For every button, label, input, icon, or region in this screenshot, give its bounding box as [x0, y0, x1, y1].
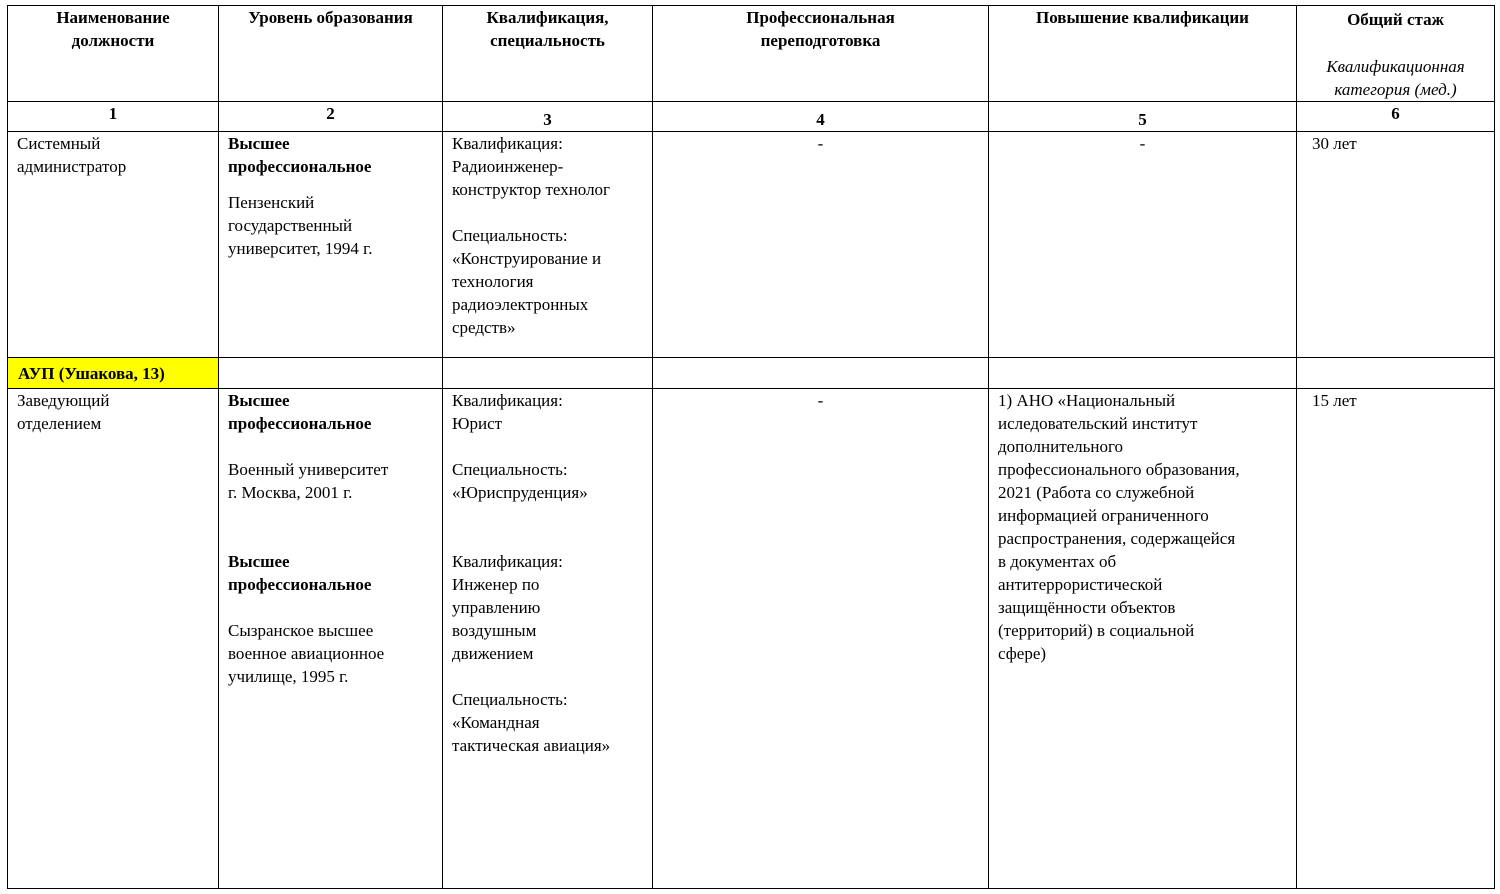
advanced-training-cell: -	[989, 132, 1297, 358]
column-number: 3	[443, 102, 653, 132]
section-label: АУП (Ушакова, 13)	[8, 358, 219, 389]
column-number: 5	[989, 102, 1297, 132]
header-row	[8, 6, 1495, 102]
header-qualification: Квалификация, специальность	[443, 6, 653, 102]
column-number: 1	[8, 102, 219, 132]
column-numbers-row	[8, 102, 1495, 132]
advanced-training-cell: 1) АНО «Национальный иследовательский институт дополнительного профессионального образования, 2021 (Работа со служебной информацией ограниченного распространения, содержащейся в документах об антитеррористической защищённости объектов (территорий) в социальной сфере)	[989, 389, 1297, 889]
position-cell: Заведующий отделением	[8, 389, 219, 889]
staff-qualifications-table	[7, 5, 1495, 889]
education-cell: Высшее профессиональное Военный университет г. Москва, 2001 г. Высшее профессиональное Сызранское высшее военное авиационное училище, 1995 г.	[219, 389, 443, 889]
qualification-cell: Квалификация: Радиоинженер- конструктор технолог Специальность: «Конструирование и технология радиоэлектронных средств»	[443, 132, 653, 358]
education-cell: Высшее профессиональное Пензенский государственный университет, 1994 г.	[219, 132, 443, 358]
table-row	[8, 132, 1495, 358]
experience-cell: 15 лет	[1297, 389, 1495, 889]
column-number: 4	[653, 102, 989, 132]
retraining-cell: -	[653, 132, 989, 358]
retraining-cell: -	[653, 389, 989, 889]
header-position: Наименование должности	[8, 6, 219, 102]
section-row	[8, 358, 1495, 389]
header-education-level: Уровень образования	[219, 6, 443, 102]
table-row	[8, 389, 1495, 889]
qualification-cell: Квалификация: Юрист Специальность: «Юриспруденция» Квалификация: Инженер по управлению воздушным движением Специальность: «Командная тактическая авиация»	[443, 389, 653, 889]
column-number: 2	[219, 102, 443, 132]
header-advanced-training: Повышение квалификации	[989, 6, 1297, 102]
experience-cell: 30 лет	[1297, 132, 1495, 358]
header-experience: Общий стаж Квалификационная категория (мед.)	[1297, 6, 1495, 102]
position-cell: Системный администратор	[8, 132, 219, 358]
column-number: 6	[1297, 102, 1495, 132]
header-retraining: Профессиональная переподготовка	[653, 6, 989, 102]
